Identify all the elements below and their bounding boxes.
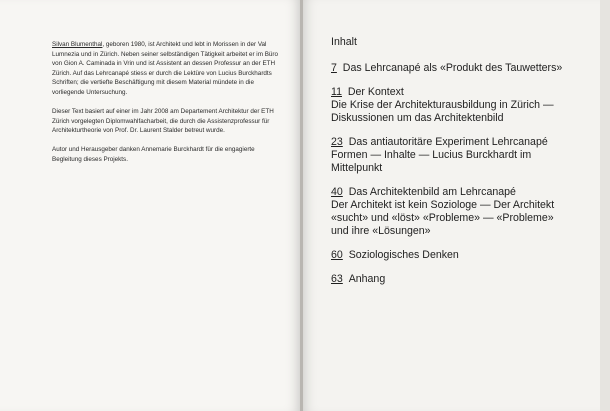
toc-entries <box>331 62 593 286</box>
toc-entry-heading <box>331 86 593 99</box>
bio-paragraph-3: Autor und Herausgeber danken Annemarie Burckhardt für die engagierte Begleitung dieses Projekts. <box>52 146 255 163</box>
toc-entry-heading <box>331 249 593 262</box>
toc-entry-title: Das antiautoritäre Experiment Lehrcanapé <box>348 136 548 148</box>
toc-entry-heading <box>331 273 593 286</box>
toc-page-number: 7 <box>331 62 337 74</box>
toc-page-number: 60 <box>331 249 343 261</box>
toc-entry-subtitle: Diskussionen um das Architektenbild <box>331 112 504 124</box>
bio-paragraph-2: Dieser Text basiert auf einer im Jahr 2008 am Departement Architektur der ETH Zürich vorgelegten Diplomwahlfacharbeit, die durch die Assistenzprofessur für Architekturtheorie von Prof. Dr. Laurent Stalder betreut wurde. <box>52 108 274 135</box>
toc-entry-heading <box>331 186 593 199</box>
toc-entry[interactable] <box>331 136 593 175</box>
toc-page-number: 23 <box>331 136 343 148</box>
toc-entry-title: Soziologisches Denken <box>348 249 459 261</box>
toc-page-number: 63 <box>331 273 343 285</box>
toc-page-number: 11 <box>331 86 342 98</box>
toc-entry[interactable] <box>331 249 593 262</box>
toc-entry[interactable] <box>331 62 593 75</box>
toc-entry-subtitle: Die Krise der Architekturausbildung in Zürich — <box>331 99 554 111</box>
table-of-contents <box>331 36 593 297</box>
toc-page-number: 40 <box>331 186 343 198</box>
toc-entry[interactable] <box>331 273 593 286</box>
toc-entry-subtitle: Der Architekt ist kein Soziologe — Der Architekt <box>331 199 555 211</box>
toc-entry-subtitle: Formen — Inhalte — Lucius Burckhardt im <box>331 149 532 161</box>
bio-paragraph-1 <box>52 40 284 98</box>
left-page <box>0 0 300 411</box>
toc-entry-subtitle: «sucht» und «löst» «Probleme» — «Probleme» <box>331 212 554 224</box>
toc-entry-title: Das Lehrcanapé als «Produkt des Tauwetters» <box>342 62 563 74</box>
author-name: Silvan Blumenthal <box>52 41 103 48</box>
toc-entry-subtitle: und ihre «Lösungen» <box>331 225 431 237</box>
page-edge <box>600 0 610 411</box>
toc-entry-heading <box>331 136 593 149</box>
toc-title: Inhalt <box>331 36 357 48</box>
toc-entry[interactable] <box>331 86 593 125</box>
toc-entry-heading <box>331 62 593 75</box>
toc-entry-subtitle: Mittelpunkt <box>331 162 383 174</box>
bio-text: , geboren 1980, ist Architekt und lebt in Morissen in der Val Lumnezia und in Zürich. Neben seiner selbständigen Tätigkeit arbeitet er im Büro von Gion A. Caminada in Vrin und ist Assistent an dessen Professur an der ETH Zürich. Auf das Lehrcanapé stiess er durch die Lektüre von Lucius Burckhardts Schriften; die vertiefte Beschäftigung mit diesem Material mündete in die vorliegende Untersuchung. <box>52 41 278 96</box>
toc-entry-title: Das Architektenbild am Lehrcanapé <box>348 186 516 198</box>
toc-entry-title: Der Kontext <box>347 86 404 98</box>
toc-entry-title: Anhang <box>348 273 386 285</box>
author-bio <box>52 40 284 174</box>
toc-entry[interactable] <box>331 186 593 238</box>
